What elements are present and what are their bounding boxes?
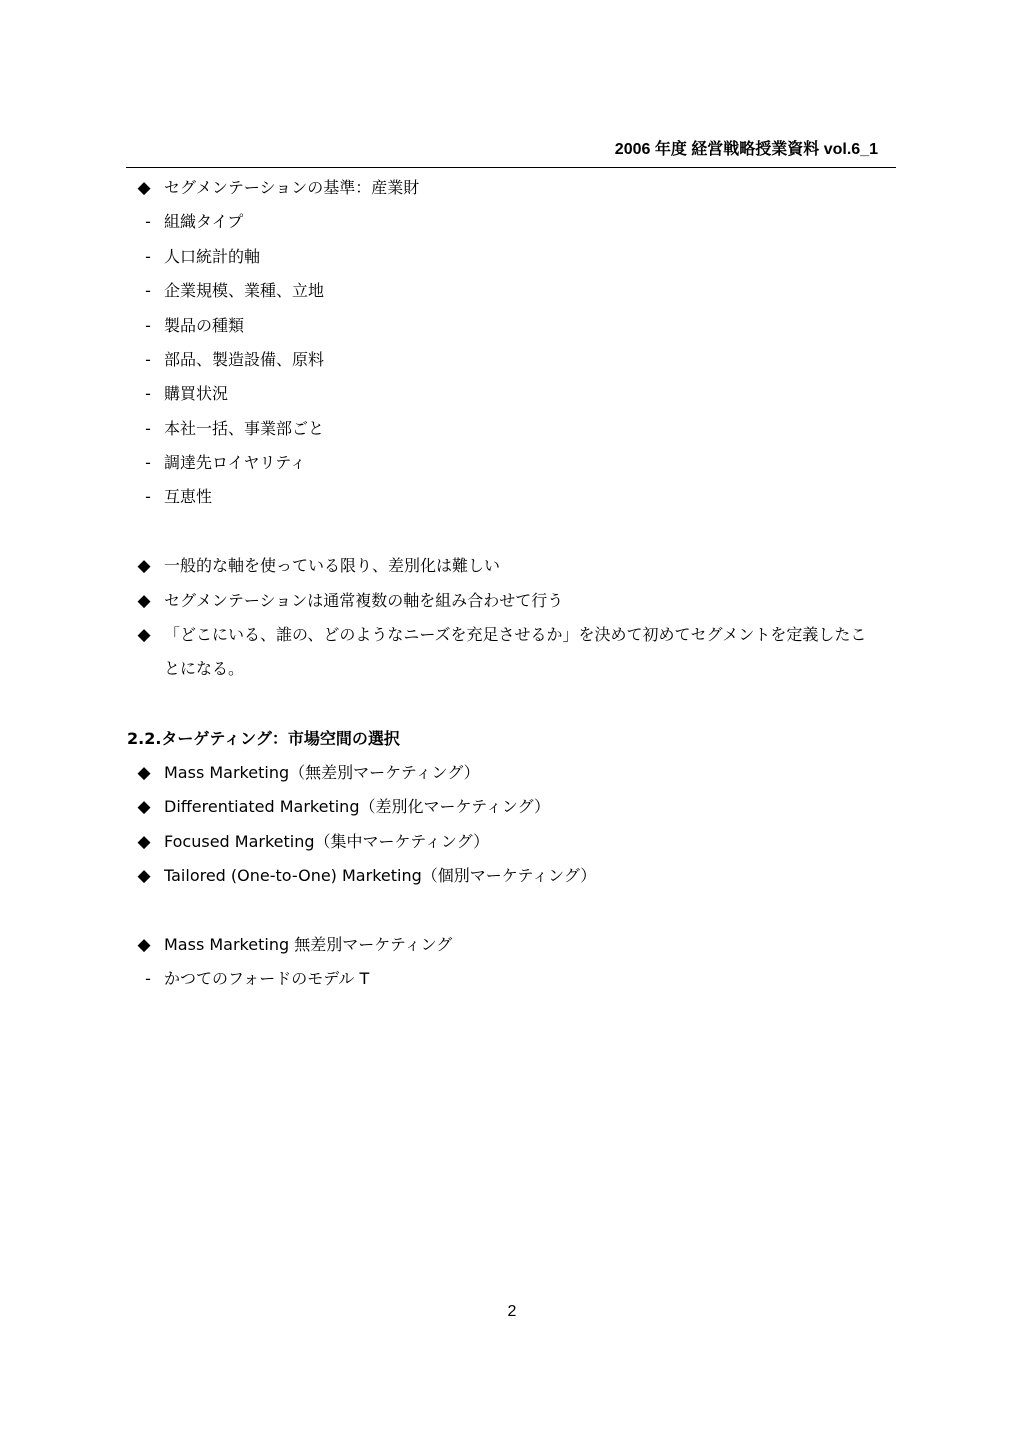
dash-bullet-icon: -: [145, 419, 151, 438]
list-item-text: 製品の種類: [164, 316, 245, 335]
diamond-bullet-icon: ◆: [137, 556, 151, 576]
list-item-text: かつてのフォードのモデル T: [164, 969, 370, 988]
list-item-text: 組織タイプ: [164, 212, 244, 231]
targeting-text: Mass Marketing（無差別マーケティング）: [164, 763, 480, 782]
bullet-text: セグメンテーションは通常複数の軸を組み合わせて行う: [164, 591, 564, 610]
targeting-text: Tailored (One-to-One) Marketing（個別マーケティング）: [164, 866, 597, 885]
list-item-text: 部品、製造設備、原料: [164, 350, 325, 369]
targeting-text: Focused Marketing（集中マーケティング）: [164, 832, 490, 851]
dash-bullet-icon: -: [145, 316, 151, 335]
dash-bullet-icon: -: [145, 969, 151, 988]
targeting-text: Differentiated Marketing（差別化マーケティング）: [164, 797, 551, 816]
diamond-bullet-icon: ◆: [137, 935, 151, 955]
dash-bullet-icon: -: [145, 384, 151, 403]
dash-bullet-icon: -: [145, 212, 151, 231]
list-item-text: 人口統計的軸: [164, 247, 261, 266]
list-item-text: 企業規模、業種、立地: [164, 281, 325, 300]
diamond-bullet-icon: ◆: [137, 178, 151, 198]
diamond-bullet-icon: ◆: [137, 797, 151, 817]
mass-marketing-heading-text: Mass Marketing 無差別マーケティング: [164, 935, 453, 954]
page-number: 2: [507, 1303, 517, 1320]
diamond-bullet-icon: ◆: [137, 591, 151, 611]
list-item-text: 購買状況: [164, 384, 229, 403]
bullet-text: 「どこにいる、誰の、どのようなニーズを充足させるか」を決めて初めてセグメントを定義したこ: [164, 625, 867, 644]
list-item-text: 本社一括、事業部ごと: [164, 419, 325, 438]
dash-bullet-icon: -: [145, 453, 151, 472]
diamond-bullet-icon: ◆: [137, 832, 151, 852]
bullet-text: 一般的な軸を使っている限り、差別化は難しい: [164, 556, 501, 575]
dash-bullet-icon: -: [145, 281, 151, 300]
dash-bullet-icon: -: [145, 487, 151, 506]
dash-bullet-icon: -: [145, 350, 151, 369]
section-title: 2.2.ターゲティング：市場空間の選択: [127, 729, 400, 748]
page-header: 2006 年度 経営戦略授業資料 vol.6_1: [126, 136, 896, 168]
diamond-bullet-icon: ◆: [137, 866, 151, 886]
list-heading-text: セグメンテーションの基準：産業財: [164, 178, 420, 197]
dash-bullet-icon: -: [145, 247, 151, 266]
list-item-text: 互恵性: [164, 487, 213, 506]
bullet-text-continuation: とになる。: [164, 659, 245, 678]
diamond-bullet-icon: ◆: [137, 625, 151, 645]
list-item-text: 調達先ロイヤリティ: [164, 453, 306, 472]
diamond-bullet-icon: ◆: [137, 763, 151, 783]
